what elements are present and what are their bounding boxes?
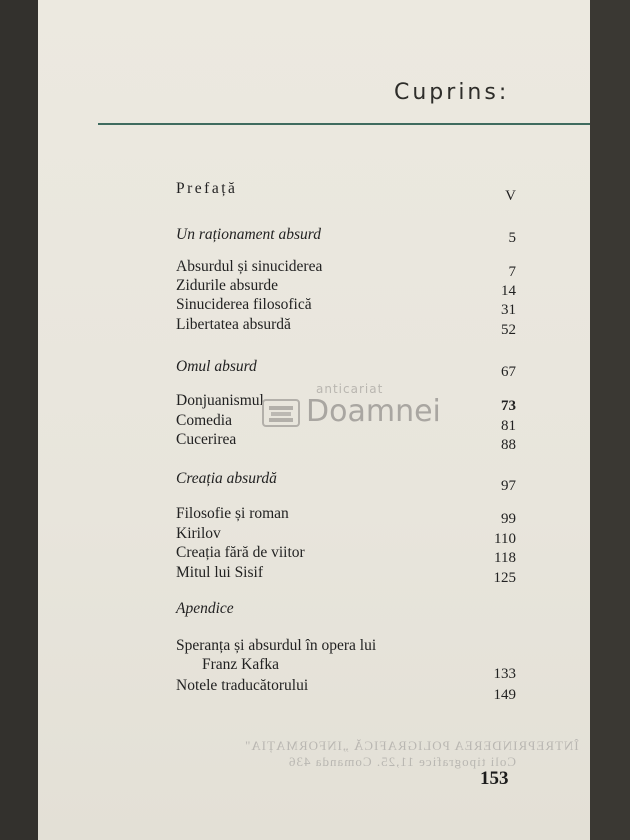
toc-chapter-page: 88 [501, 437, 516, 453]
page-number: 153 [480, 768, 509, 789]
toc-chapter: Donjuanismul [176, 392, 264, 409]
toc-chapter-page: 99 [501, 511, 516, 527]
toc-part-page: 5 [508, 230, 516, 246]
show-through-line: Coli tipografice 11,25. Comanda 436 [288, 754, 517, 769]
toc-heading: Cuprins: [394, 80, 510, 105]
toc-chapter: Notele traducătorului [176, 677, 309, 694]
toc-chapter-page: 52 [501, 322, 516, 338]
toc-chapter-page: 81 [501, 418, 516, 434]
watermark-brand-text: Doamnei [306, 394, 441, 429]
toc-chapter: Kirilov [176, 525, 221, 542]
toc-chapter: Cucerirea [176, 431, 237, 448]
toc-chapter: Sinuciderea filosofică [176, 296, 312, 313]
show-through-line: ÎNTREPRINDEREA POLIGRAFICĂ „INFORMAȚIA" [244, 738, 579, 753]
toc-chapter-page: 125 [493, 570, 516, 586]
toc-preface-page: V [505, 188, 516, 204]
toc-chapter-page: 118 [494, 550, 516, 566]
toc-chapter: Filosofie și roman [176, 505, 289, 522]
toc-part-title: Un raționament absurd [176, 226, 321, 243]
toc-chapter-page: 31 [501, 302, 516, 318]
toc-chapter-page: 133 [493, 666, 516, 682]
toc-chapter-page: 14 [501, 283, 516, 299]
toc-part-page: 97 [501, 478, 516, 494]
toc-chapter: Comedia [176, 412, 232, 429]
page-shadow-left [0, 0, 38, 840]
toc-chapter-page: 73 [501, 398, 516, 414]
books-icon [262, 398, 300, 428]
toc-chapter: Libertatea absurdă [176, 316, 291, 333]
page-shadow-right [590, 0, 630, 840]
toc-chapter: Zidurile absurde [176, 277, 279, 294]
watermark-small-text: anticariat [316, 382, 384, 396]
toc-chapter-page: 7 [508, 264, 516, 280]
toc-preface-label: Prefață [176, 180, 238, 197]
toc-chapter: Mitul lui Sisif [176, 564, 263, 581]
toc-chapter: Creația fără de viitor [176, 544, 305, 561]
toc-chapter-continuation: Franz Kafka [202, 656, 280, 673]
toc-part-title: Apendice [176, 600, 234, 617]
toc-part-title: Creația absurdă [176, 470, 277, 487]
toc-chapter: Absurdul și sinuciderea [176, 258, 323, 275]
toc-chapter-page: 149 [493, 687, 516, 703]
toc-part-title: Omul absurd [176, 358, 257, 375]
toc-chapter: Speranța și absurdul în opera lui [176, 637, 377, 654]
toc-chapter-page: 110 [494, 531, 516, 547]
heading-rule [98, 123, 590, 125]
toc-part-page: 67 [501, 364, 516, 380]
